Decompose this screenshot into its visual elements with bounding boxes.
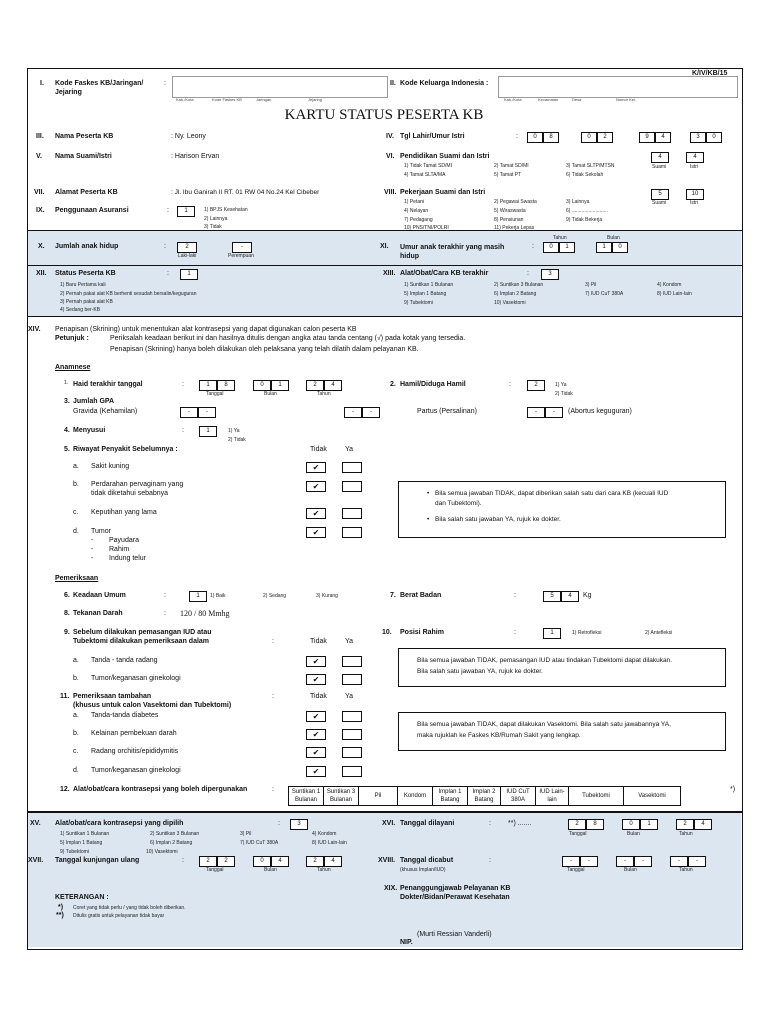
haid-bulan: Bulan: [264, 391, 277, 397]
sec4-label: Tgl Lahir/Umur Istri: [400, 133, 465, 140]
sec7-num: VII.: [34, 189, 45, 196]
tambahan-ya-check[interactable]: [342, 747, 362, 758]
sec10-label: Jumlah anak hidup: [55, 243, 119, 250]
insurance-opt: 3) Tidak: [204, 224, 222, 230]
job-suami-box[interactable]: 5: [651, 189, 669, 200]
hamil-box[interactable]: 2: [527, 380, 545, 391]
sec16-label: Tanggal dilayani: [400, 820, 455, 827]
posisi-opt: 2) Antefleksi: [645, 630, 673, 636]
last-method-opt: 8) IUD Lain-lain: [657, 291, 692, 297]
last-method-opt: 3) Pil: [585, 282, 597, 288]
sec6-num: VI.: [386, 153, 395, 160]
job-opt: 11) Pekerja Lepas: [494, 225, 535, 231]
chosen-opt: 7) IUD CuT 380A: [240, 840, 279, 846]
insurance-opt: 1) BPJS Kesehatan: [204, 207, 248, 213]
tambahan-tidak-check[interactable]: ✔: [306, 747, 326, 758]
sec2-num: II.: [390, 80, 396, 87]
last-method-opt: 9) Tubektomi: [404, 300, 433, 306]
tambahan-ya-check[interactable]: [342, 711, 362, 722]
sec12-num: XII.: [36, 270, 47, 277]
chosen-opt: 9) Tubektomi: [60, 849, 89, 855]
gpa-mid-box[interactable]: -: [344, 407, 362, 418]
riwayat-ya-check[interactable]: [342, 508, 362, 519]
sec16-stars: **) .......: [508, 820, 532, 827]
alat-options-table: [288, 786, 681, 806]
removed-digit[interactable]: -: [580, 856, 598, 867]
riwayat-label: Riwayat Penyakit Sebelumnya :: [73, 446, 178, 453]
sec8-num: VIII.: [384, 189, 397, 196]
children-male-label: Laki-laki: [178, 253, 197, 259]
served-digit[interactable]: 0: [622, 819, 640, 830]
riwayat-tidak-check[interactable]: ✔: [306, 508, 326, 519]
tambahan-item: Kelainan pembekuan darah: [91, 730, 177, 737]
tambahan-tidak-check[interactable]: ✔: [306, 711, 326, 722]
status-box[interactable]: 1: [180, 269, 198, 280]
berat-digit[interactable]: 4: [561, 591, 579, 602]
tambahan-item: Radang orchitis/epididymitis: [91, 748, 179, 755]
tambahan-tidak-check[interactable]: ✔: [306, 729, 326, 740]
haid-digit[interactable]: 0: [253, 380, 271, 391]
sec1-label: Kode Faskes KB/Jaringan/: [55, 80, 144, 87]
menyusui-label: Menyusui: [73, 427, 106, 434]
alat-star: *): [730, 786, 736, 793]
alat-opt[interactable]: Implan 2 Batang: [468, 787, 501, 806]
edu-opt: 5) Tamat PT: [494, 172, 522, 178]
tambahan-item: Tumor/keganasan ginekologi: [91, 767, 181, 774]
served-bulan: Bulan: [627, 831, 640, 837]
removed-digit[interactable]: -: [670, 856, 688, 867]
job-opt: 8) Pensiunan: [494, 217, 524, 223]
riwayat-tidak-check[interactable]: ✔: [306, 462, 326, 473]
birth-digit[interactable]: 4: [655, 132, 671, 143]
child-age-digit[interactable]: 1: [596, 242, 612, 253]
gravida-label: Gravida (Kehamilan): [73, 408, 138, 415]
sec16-num: XVI.: [382, 820, 396, 827]
child-age-digit[interactable]: 1: [559, 242, 575, 253]
keadaan-label: Keadaan Umum: [73, 592, 126, 599]
served-digit[interactable]: 1: [640, 819, 658, 830]
removed-digit[interactable]: -: [634, 856, 652, 867]
sec4-num: IV.: [386, 133, 394, 140]
sec1-num: I.: [40, 80, 44, 87]
sec2-label: Kode Keluarga Indonesia :: [400, 80, 489, 87]
menyusui-opt: 2) Tidak: [228, 437, 246, 443]
gravida-box[interactable]: -: [180, 407, 198, 418]
revisit-digit[interactable]: 4: [271, 856, 289, 867]
sep-1: [27, 230, 742, 231]
chosen-opt: 8) IUD Lain-lain: [312, 840, 347, 846]
faskes-code-boxes[interactable]: [172, 76, 388, 98]
keadaan-opt: 2) Sedang: [263, 593, 287, 599]
alat-opt[interactable]: Vasektomi: [624, 787, 681, 806]
abortus-label: (Abortus keguguran): [568, 408, 632, 415]
faskes-sub-1: Kab./Kota: [176, 97, 194, 102]
sec1-colon: :: [164, 80, 166, 87]
sec8-label: Pekerjaan Suami dan Istri: [400, 189, 486, 196]
tambahan-tidak-check[interactable]: ✔: [306, 766, 326, 777]
responsible-nip: NIP.: [400, 939, 413, 946]
iud-note: [398, 648, 726, 687]
served-tahun: Tahun: [679, 831, 693, 837]
last-method-opt: 5) Implan 1 Batang: [404, 291, 447, 297]
form-code: K/IV/KB/15: [692, 70, 728, 77]
riwayat-item: Keputihan yang lama: [91, 509, 157, 516]
birth-digit[interactable]: 0: [527, 132, 543, 143]
tambahan-tidak: Tidak: [310, 693, 327, 700]
sec5-value: : Harison Ervan: [171, 153, 220, 160]
haid-digit[interactable]: 1: [199, 380, 217, 391]
iud-item: Tanda - tanda radang: [91, 657, 158, 664]
family-sub-1: Kab./Kota: [504, 97, 522, 102]
tambahan-item: Tanda-tanda diabetes: [91, 712, 159, 719]
alat-opt[interactable]: Implan 1 Batang: [433, 787, 468, 806]
haid-digit[interactable]: 1: [271, 380, 289, 391]
responsible-name: (Murti Ressian Vanderli): [417, 931, 492, 938]
page-title: KARTU STATUS PESERTA KB: [284, 107, 484, 123]
anamnese-note: • Bila semua jawaban TIDAK, dapat diberikan salah satu dari cara KB (kecuali IUD dan Tubektomi). • Bila salah satu jawaban YA, rujuk ke dokter.: [398, 481, 726, 538]
removed-digit[interactable]: -: [562, 856, 580, 867]
riwayat-tidak-check[interactable]: ✔: [306, 481, 326, 492]
sec18-num: XVIII.: [378, 857, 396, 864]
sec11-label: Umur anak terakhir yang masih hidup: [400, 244, 505, 260]
berat-digit[interactable]: 5: [543, 591, 561, 602]
sec19-label: Penanggungjawab Pelayanan KB: [400, 885, 511, 892]
alat-label: Alat/obat/cara kontrasepsi yang boleh dipergunakan: [73, 786, 248, 793]
tekanan-label: Tekanan Darah: [73, 610, 123, 617]
sec15-num: XV.: [30, 820, 41, 827]
birth-digit[interactable]: 9: [639, 132, 655, 143]
haid-tahun: Tahun: [317, 391, 331, 397]
iud-tidak-check[interactable]: ✔: [306, 674, 326, 685]
birth-digit[interactable]: 0: [581, 132, 597, 143]
family-sub-3: Desa: [572, 97, 582, 102]
chosen-method-box[interactable]: 3: [290, 819, 308, 830]
chosen-opt: 3) Pil: [240, 831, 252, 837]
removed-tahun: Tahun: [679, 867, 693, 873]
chosen-opt: 2) Suntikan 3 Bulanan: [150, 831, 200, 837]
riwayat-item: Perdarahan pervaginam yang: [91, 481, 184, 488]
riwayat-item: Sakit kuning: [91, 463, 130, 470]
job-opt: 9) Tidak Bekerja: [566, 217, 603, 223]
riwayat-ya-check[interactable]: [342, 481, 362, 492]
last-method-opt: 7) IUD CuT 380A: [585, 291, 624, 297]
child-age-month-label: Bulan: [607, 235, 620, 241]
edu-istri-box[interactable]: 4: [686, 152, 704, 163]
tambahan-label2: (khusus untuk calon Vasektomi dan Tubektomi): [73, 702, 232, 709]
job-opt: 2) Pegawai Swasta: [494, 199, 537, 205]
chosen-opt: 4) Kondom: [312, 831, 337, 837]
keadaan-box[interactable]: 1: [189, 591, 207, 602]
removed-digit[interactable]: -: [688, 856, 706, 867]
iud-tidak: Tidak: [310, 638, 327, 645]
hamil-opt: 1) Ya: [555, 382, 567, 388]
gpa-mid-box[interactable]: -: [362, 407, 380, 418]
note1: Bila semua jawaban TIDAK, dapat diberikan salah satu dari cara KB (kecuali IUD: [435, 490, 669, 497]
sec10-num: X.: [38, 243, 45, 250]
alat-opt[interactable]: IUD Lain-lain: [536, 787, 569, 806]
children-male-box[interactable]: 2: [177, 242, 197, 253]
riwayat-item-cont: tidak diketahui sebabnya: [91, 490, 169, 497]
iud-tidak-check[interactable]: ✔: [306, 656, 326, 667]
child-age-digit[interactable]: 0: [543, 242, 559, 253]
birth-digit[interactable]: 3: [690, 132, 706, 143]
note4b: maka rujuklah ke Faskes KB/Rumah Sakit yang lengkap.: [417, 732, 581, 739]
children-female-label: Perempuan: [228, 253, 254, 259]
insurance-opt: 2) Lainnya: [204, 216, 228, 222]
job-opt: 10) PNS/TNI/POLRI: [404, 225, 449, 231]
removed-digit[interactable]: -: [616, 856, 634, 867]
riwayat-tidak-check[interactable]: ✔: [306, 527, 326, 538]
edu-istri-label: Istri: [690, 164, 699, 170]
berat-unit: Kg: [583, 592, 592, 599]
sec14-title: Penapisan (Skrining) untuk menentukan alat kontrasepsi yang dapat digunakan calon peserta KB: [55, 326, 357, 333]
child-age-year-label: Tahun: [553, 235, 567, 241]
sec19-num: XIX.: [384, 885, 398, 892]
hamil-label: Hamil/Diduga Hamil: [400, 381, 466, 388]
sep-2: [27, 265, 742, 266]
sec3-label: Nama Peserta KB: [55, 133, 114, 140]
petunjuk-1: Periksalah keadaan berikut ini dan hasilnya ditulis dengan angka atau tanda centang (√) pada kotak yang tersedia.: [110, 335, 466, 342]
haid-tanggal: Tanggal: [206, 391, 224, 397]
sec5-num: V.: [36, 153, 42, 160]
last-method-opt: 10) Vasektomi: [494, 300, 526, 306]
tekanan-value: 120 / 80 Mmhg: [180, 609, 230, 618]
petunjuk-label: Petunjuk :: [55, 335, 89, 342]
posisi-label: Posisi Rahim: [400, 629, 444, 636]
sec9-label: Penggunaan Asuransi: [55, 207, 129, 214]
sec18-label: Tanggal dicabut: [400, 857, 454, 864]
sec13-label: Alat/Obat/Cara KB terakhir: [400, 270, 489, 277]
note1b: dan Tubektomi).: [435, 500, 482, 507]
alat-opt[interactable]: Tubektomi: [569, 787, 624, 806]
revisit-digit[interactable]: 2: [199, 856, 217, 867]
birth-digit[interactable]: 8: [543, 132, 559, 143]
sec18-sublabel: (khusus Implan/IUD): [400, 867, 446, 873]
revisit-bulan: Bulan: [264, 867, 277, 873]
posisi-box[interactable]: 1: [543, 628, 561, 639]
hamil-opt: 2) Tidak: [555, 391, 573, 397]
keterangan-line2: Ditulis gratis untuk pelayanan tidak bayar: [73, 913, 165, 919]
alat-opt[interactable]: Pil: [359, 787, 398, 806]
family-code-boxes[interactable]: [498, 76, 738, 98]
edu-opt: 3) Tamat SLTP/MTSN: [566, 163, 615, 169]
last-method-opt: 6) Implan 2 Batang: [494, 291, 537, 297]
tumor-sub: Payudara: [109, 537, 139, 544]
served-digit[interactable]: 8: [586, 819, 604, 830]
edu-opt: 2) Tamat SD/MI: [494, 163, 529, 169]
revisit-digit[interactable]: 2: [217, 856, 235, 867]
family-sub-4: Nomor Kel.: [616, 97, 637, 102]
tambahan-ya-check[interactable]: [342, 729, 362, 740]
sec19-label2: Dokter/Bidan/Perawat Kesehatan: [400, 894, 510, 901]
keadaan-opt: 1) Baik: [210, 593, 226, 599]
faskes-sub-4: Jejaring: [308, 97, 323, 102]
sep-3: [27, 316, 742, 317]
revisit-digit[interactable]: 2: [306, 856, 324, 867]
removed-tanggal: Tanggal: [567, 867, 585, 873]
served-tanggal: Tanggal: [569, 831, 587, 837]
sec3-value: : Ny. Leony: [171, 133, 206, 140]
menyusui-opt: 1) Ya: [228, 428, 240, 434]
note4: Bila semua jawaban TIDAK, dapat dilakukan Vasektomi. Bila salah satu jawabannya YA,: [417, 721, 671, 728]
note2: Bila salah satu jawaban YA, rujuk ke dokter.: [435, 516, 561, 523]
sec9-num: IX.: [36, 207, 45, 214]
partus-label: Partus (Persalinan): [417, 408, 477, 415]
sec7-value: : Jl. Ibu Ganirah II RT. 01 RW 04 No.24 Kel Cibeber: [171, 189, 320, 196]
job-opt: 5) Wiraswasta: [494, 208, 526, 214]
keterangan-heading: KETERANGAN :: [55, 894, 109, 901]
haid-digit[interactable]: 4: [324, 380, 342, 391]
sec13-num: XIII.: [383, 270, 396, 277]
sec14-num: XIV.: [28, 326, 41, 333]
petunjuk-2: Penapisan (Skrining) hanya boleh dilakukan oleh pelaksana yang telah dilatih dalam pelayanan KB.: [110, 346, 419, 353]
insurance-box[interactable]: 1: [177, 206, 195, 217]
berat-label: Berat Badan: [400, 592, 442, 599]
edu-opt: 4) Tamat SLTA/MA: [404, 172, 446, 178]
haid-digit[interactable]: 2: [306, 380, 324, 391]
served-digit[interactable]: 4: [694, 819, 712, 830]
job-opt: 6) ..........................: [566, 208, 608, 214]
sec7-label: Alamat Peserta KB: [55, 189, 118, 196]
partus-box[interactable]: -: [527, 407, 545, 418]
sec15-label: Alat/obat/cara kontrasepsi yang dipilih: [55, 820, 184, 827]
children-female-box[interactable]: -: [232, 242, 252, 253]
haid-digit[interactable]: 8: [217, 380, 235, 391]
sec6-label: Pendidikan Suami dan Istri: [400, 153, 490, 160]
sec11-num: XI.: [380, 243, 389, 250]
chosen-opt: 6) Implan 2 Batang: [150, 840, 193, 846]
menyusui-box[interactable]: 1: [199, 426, 217, 437]
job-opt: 1) Petani: [404, 199, 425, 205]
job-opt: 7) Pedagang: [404, 217, 433, 223]
chosen-opt: 5) Implan 1 Batang: [60, 840, 103, 846]
sep-4: [27, 811, 742, 813]
last-method-opt: 4) Kondom: [657, 282, 682, 288]
revisit-tahun: Tahun: [317, 867, 331, 873]
partus-box[interactable]: -: [545, 407, 563, 418]
iud-item: Tumor/keganasan ginekologi: [91, 675, 181, 682]
alat-opt[interactable]: Suntikan 1 Bulanan: [289, 787, 324, 806]
revisit-digit[interactable]: 0: [253, 856, 271, 867]
alat-opt[interactable]: Suntikan 3 Bulanan: [324, 787, 359, 806]
removed-bulan: Bulan: [624, 867, 637, 873]
iud-ya-check[interactable]: [342, 674, 362, 685]
edu-suami-label: Suami: [652, 164, 667, 170]
sec17-num: XVII.: [28, 857, 44, 864]
edu-suami-box[interactable]: 4: [651, 152, 669, 163]
keadaan-opt: 3) Kurang: [316, 593, 338, 599]
faskes-sub-2: Kode Faskes KB: [212, 97, 242, 102]
anamnese-heading: Anamnese: [55, 364, 91, 371]
job-suami-label: Suami: [652, 200, 667, 206]
note3b: Bila salah satu jawaban YA, rujuk ke dokter.: [417, 668, 543, 675]
edu-opt: 6) Tidak Sekolah: [566, 172, 604, 178]
riwayat-ya-check[interactable]: [342, 462, 362, 473]
keterangan-line1: Coret yang tidak perlu / yang tidak boleh diberikan.: [73, 905, 186, 911]
status-opt: 3) Pernah pakai alat KB: [60, 299, 113, 305]
status-opt: 2) Pernah pakai alat KB berhenti sesudah bersalin/keguguran: [60, 291, 197, 297]
tumor-sub: Rahim: [109, 546, 130, 553]
note3: Bila semua jawaban TIDAK, pemasangan IUD atau tindakan Tubektomi dapat dilakukan.: [417, 657, 672, 664]
pemeriksaan-heading: Pemeriksaan: [55, 575, 99, 582]
birth-digit[interactable]: 2: [597, 132, 613, 143]
status-opt: 4) Sedang ber-KB: [60, 307, 101, 313]
tambahan-ya: Ya: [345, 693, 354, 700]
iud-ya: Ya: [345, 638, 354, 645]
tambahan-label: Pemeriksaan tambahan: [73, 693, 152, 700]
last-method-box[interactable]: 3: [541, 269, 559, 280]
iud-label: Sebelum dilakukan pemasangan IUD atau: [73, 629, 212, 636]
tambahan-ya-check[interactable]: [342, 766, 362, 777]
family-sub-2: Kecamatan: [538, 97, 559, 102]
served-digit[interactable]: 2: [676, 819, 694, 830]
edu-opt: 1) Tidak Tamat SD/MI: [404, 163, 452, 169]
last-method-opt: 1) Suntikan 1 Bulanan: [404, 282, 454, 288]
alat-opt[interactable]: IUD CuT 380A: [501, 787, 536, 806]
faskes-sub-3: Jaringan: [256, 97, 272, 102]
tambahan-note: [398, 712, 726, 751]
revisit-digit[interactable]: 4: [324, 856, 342, 867]
job-opt: 3) Lainnya: [566, 199, 590, 205]
job-opt: 4) Nelayan: [404, 208, 429, 214]
status-opt: 1) Baru Pertama kali: [60, 282, 106, 288]
sec12-label: Status Peserta KB: [55, 270, 116, 277]
gpa-label: Jumlah GPA: [73, 398, 115, 405]
alat-opt[interactable]: Kondom: [398, 787, 433, 806]
haid-label: Haid terakhir tanggal: [73, 381, 143, 388]
iud-label2: Tubektomi dilakukan pemeriksaan dalam: [73, 638, 210, 645]
gravida-box[interactable]: -: [198, 407, 216, 418]
riwayat-tidak: Tidak: [310, 446, 327, 453]
riwayat-ya-check[interactable]: [342, 527, 362, 538]
posisi-opt: 1) Retrofleksi: [572, 630, 602, 636]
sec17-label: Tanggal kunjungan ulang: [55, 857, 140, 864]
tumor-sub: Indung telur: [109, 555, 146, 562]
sec3-num: III.: [36, 133, 44, 140]
chosen-opt: 1) Suntikan 1 Bulanan: [60, 831, 110, 837]
chosen-opt: 10) Vasektomi: [146, 849, 178, 855]
iud-ya-check[interactable]: [342, 656, 362, 667]
sec1-label2: Jejaring: [55, 89, 82, 96]
job-istri-box[interactable]: 10: [686, 189, 704, 200]
sec5-label: Nama Suami/Istri: [55, 153, 112, 160]
revisit-tanggal: Tanggal: [206, 867, 224, 873]
child-age-digit[interactable]: 0: [612, 242, 628, 253]
job-istri-label: Istri: [690, 200, 699, 206]
riwayat-item: Tumor: [91, 528, 111, 535]
riwayat-ya: Ya: [345, 446, 354, 453]
last-method-opt: 2) Suntikan 3 Bulanan: [494, 282, 544, 288]
served-digit[interactable]: 2: [568, 819, 586, 830]
birth-digit[interactable]: 0: [706, 132, 722, 143]
